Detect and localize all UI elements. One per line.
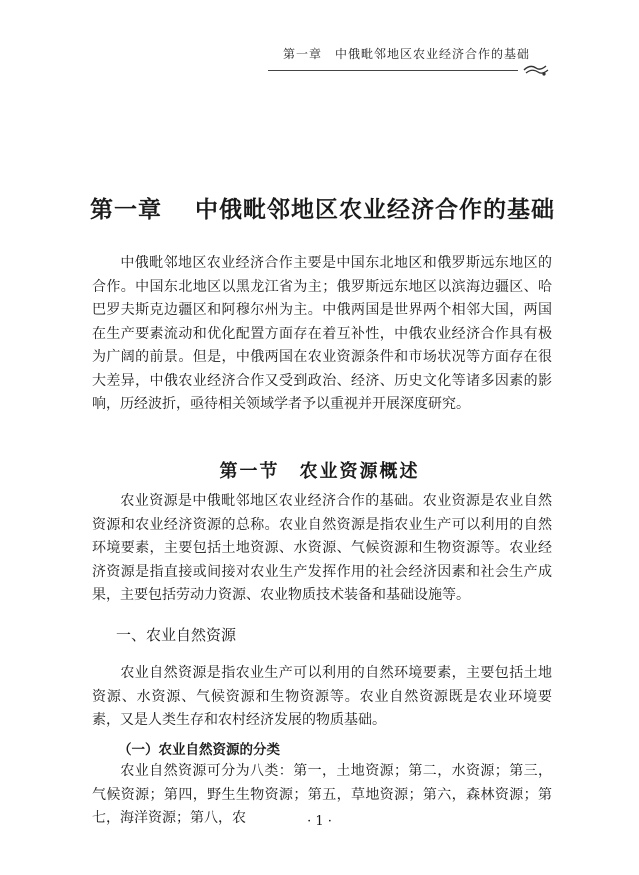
- chapter-intro-paragraph: [92, 252, 552, 417]
- section-title: 第一节 农业资源概述: [219, 460, 420, 482]
- subsection-text: 农业自然资源是指农业生产可以利用的自然环境要素，主要包括土地资源、水资源、气候资源和生物资源等。农业自然资源既是农业环境要素，又是人类生存和农村经济发展的物质基础。: [92, 665, 552, 728]
- subsection-paragraph: [92, 662, 552, 733]
- running-header: 第一章 中俄毗邻地区农业经济合作的基础: [282, 47, 530, 61]
- chapter-intro-text: 中俄毗邻地区农业经济合作主要是中国东北地区和俄罗斯远东地区的合作。中国东北地区以黑龙江省为主；俄罗斯远东地区以滨海边疆区、哈巴罗夫斯克边疆区和阿穆尔州为主。中俄两国是世界两个相邻大国，两国在生产要素流动和优化配置方面存在着互补性，中俄农业经济合作具有极为广阔的前景。但是，中俄两国在农业资源条件和市场状况等方面存在很大差异，中俄农业经济合作又受到政治、经济、历史文化等诸多因素的影响，历经波折，亟待相关领域学者予以重视并开展深度研究。: [92, 255, 552, 412]
- section-paragraph: [92, 490, 552, 608]
- header-ornament-icon: [522, 60, 550, 80]
- header-rule: [268, 70, 518, 71]
- subsection-heading: 一、农业自然资源: [116, 626, 237, 644]
- classification-text: 农业自然资源可分为八类：第一，土地资源；第二，水资源；第三，气候资源；第四，野生生物资源；第五，草地资源；第六，森林资源；第七，海洋资源；第八，农: [92, 763, 552, 826]
- classification-heading: （一）农业自然资源的分类: [118, 742, 280, 758]
- section-text: 农业资源是中俄毗邻地区农业经济合作的基础。农业资源是农业自然资源和农业经济资源的总称。农业自然资源是指农业生产可以利用的自然环境要素，主要包括土地资源、水资源、气候资源和生物资源等。农业经济资源是指直接或间接对农业生产发挥作用的社会经济因素和社会生产成果，主要包括劳动力资源、农业物质技术装备和基础设施等。: [92, 493, 552, 603]
- page-number: · 1 ·: [307, 814, 332, 829]
- chapter-title: 第一章 中俄毗邻地区农业经济合作的基础: [90, 196, 556, 224]
